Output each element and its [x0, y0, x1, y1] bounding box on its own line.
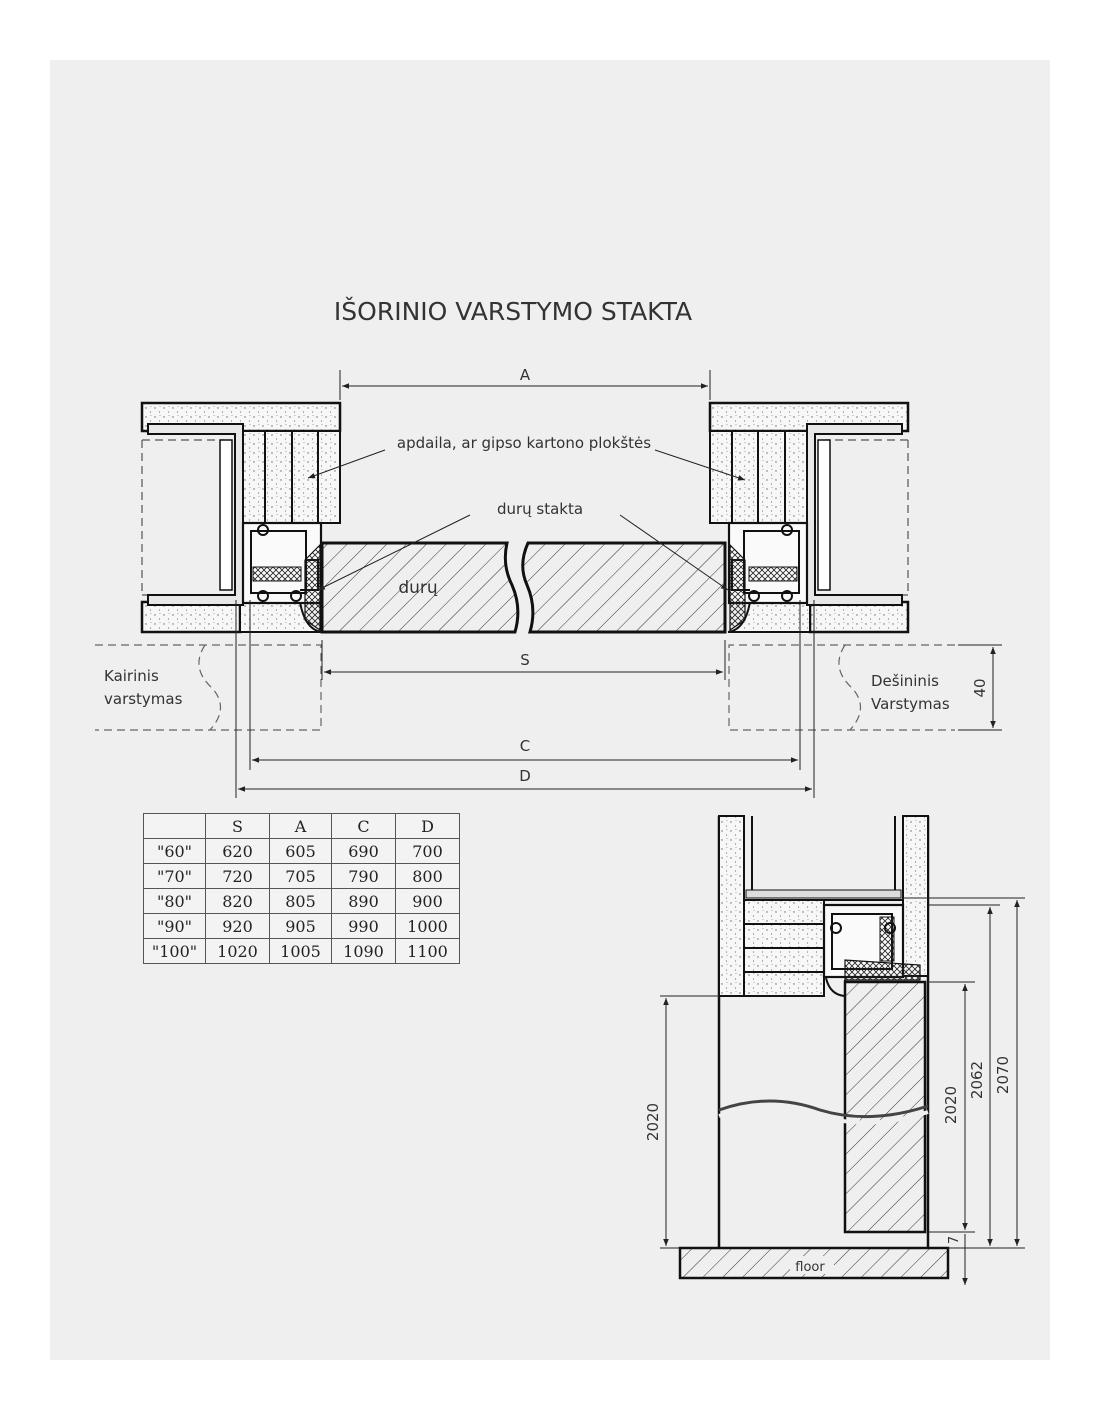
table-cell: 620: [206, 839, 270, 864]
table-cell: 805: [270, 889, 332, 914]
label-height-frame: 2062: [968, 1060, 986, 1100]
left-wall-bottom: [142, 602, 240, 632]
table-header-cell: D: [396, 814, 460, 839]
label-right-swing-2: Varstymas: [871, 695, 950, 713]
table-header-cell: S: [206, 814, 270, 839]
table-cell: 1100: [396, 939, 460, 964]
table-header-cell: [144, 814, 206, 839]
right-wall-bottom: [810, 602, 908, 632]
section-door-leaf: [845, 982, 925, 1232]
label-dim-d: D: [519, 767, 531, 785]
table-cell: 800: [396, 864, 460, 889]
table-cell: 820: [206, 889, 270, 914]
left-wall-dash: [142, 440, 225, 595]
left-swing-zone: [95, 645, 321, 730]
table-cell: 605: [270, 839, 332, 864]
table-cell: "70": [144, 864, 206, 889]
table-cell: "60": [144, 839, 206, 864]
table-cell: 1005: [270, 939, 332, 964]
label-floor: floor: [795, 1260, 825, 1275]
plan-view: [95, 403, 955, 730]
table-cell: 1020: [206, 939, 270, 964]
table-cell: 705: [270, 864, 332, 889]
label-left-swing-1: Kairinis: [104, 667, 159, 685]
table-cell: "100": [144, 939, 206, 964]
label-finish: apdaila, ar gipso kartono plokštės: [396, 434, 652, 452]
table-cell: 920: [206, 914, 270, 939]
section-wall-left: [719, 816, 744, 996]
dimension-table: [143, 813, 460, 964]
table-cell: "80": [144, 889, 206, 914]
table-row: [144, 839, 460, 864]
label-right-swing-1: Dešininis: [871, 672, 939, 690]
table-header-cell: A: [270, 814, 332, 839]
table-cell: 700: [396, 839, 460, 864]
table-row: [144, 939, 460, 964]
page-title: IŠORINIO VARSTYMO STAKTA: [333, 297, 693, 326]
label-gap: 7: [947, 1235, 962, 1245]
table-cell: 1000: [396, 914, 460, 939]
label-frame: durų stakta: [496, 500, 584, 518]
table-cell: 790: [332, 864, 396, 889]
label-dim-c: C: [519, 737, 531, 755]
label-left-swing-2: varstymas: [104, 690, 183, 708]
table-row: [144, 889, 460, 914]
label-thickness: 40: [971, 678, 989, 698]
table-cell: 905: [270, 914, 332, 939]
label-height-total: 2070: [994, 1055, 1012, 1095]
table-cell: 690: [332, 839, 396, 864]
label-dim-a: A: [519, 366, 531, 384]
table-header-row: [144, 814, 460, 839]
section-view: [680, 816, 948, 1278]
table-cell: 890: [332, 889, 396, 914]
table-cell: 720: [206, 864, 270, 889]
label-dim-s: S: [520, 651, 530, 669]
table-cell: "90": [144, 914, 206, 939]
table-cell: 1090: [332, 939, 396, 964]
table-header-cell: C: [332, 814, 396, 839]
table-row: [144, 864, 460, 889]
table-row: [144, 914, 460, 939]
section-wall-right: [903, 816, 928, 976]
section-steel-channel: [744, 816, 903, 900]
right-wall-dash: [825, 440, 908, 595]
table-cell: 900: [396, 889, 460, 914]
label-height-left: 2020: [644, 1102, 662, 1142]
label-door: durų: [398, 578, 438, 598]
label-height-door: 2020: [942, 1085, 960, 1125]
table-cell: 990: [332, 914, 396, 939]
